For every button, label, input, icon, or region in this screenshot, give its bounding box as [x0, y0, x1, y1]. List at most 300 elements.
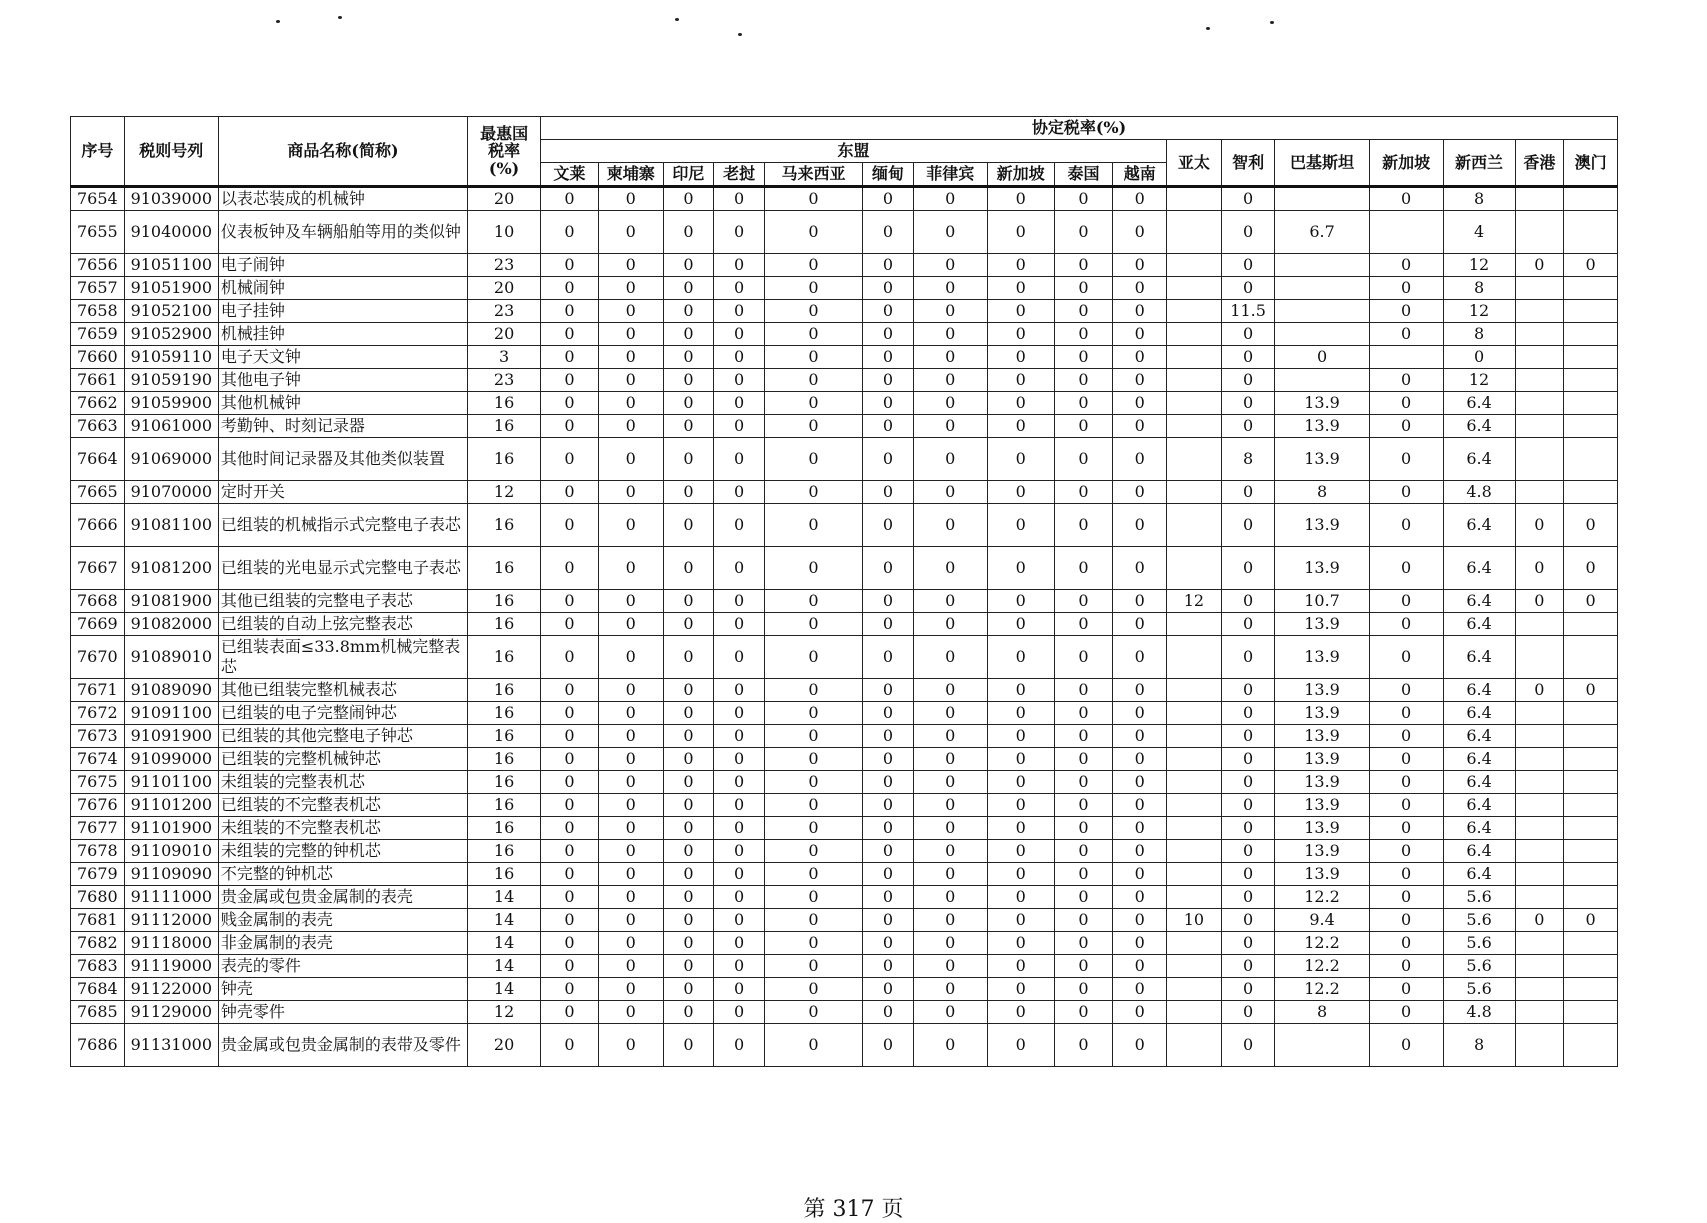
row-asean-rate: 0	[913, 323, 987, 346]
row-asean-rate: 0	[1113, 932, 1167, 955]
row-asean-rate: 0	[764, 817, 862, 840]
row-agreement-rate	[1564, 369, 1618, 392]
table-row	[71, 392, 1618, 415]
row-asean-rate: 0	[714, 840, 765, 863]
row-asean-rate: 0	[1054, 886, 1113, 909]
table-row	[71, 211, 1618, 254]
row-asean-rate: 0	[913, 1001, 987, 1024]
row-agreement-rate: 0	[1369, 392, 1443, 415]
row-asean-rate: 0	[663, 590, 714, 613]
row-asean-rate: 0	[764, 323, 862, 346]
row-mfn-rate: 12	[468, 481, 541, 504]
table-row	[71, 613, 1618, 636]
row-asean-rate: 0	[764, 794, 862, 817]
row-asean-rate: 0	[598, 1001, 663, 1024]
row-asean-rate: 0	[1054, 748, 1113, 771]
row-asean-rate: 0	[598, 702, 663, 725]
row-agreement-rate: 0	[1369, 909, 1443, 932]
row-agreement-rate: 13.9	[1275, 392, 1369, 415]
row-agreement-rate: 0	[1515, 679, 1564, 702]
row-agreement-rate: 5.6	[1443, 978, 1515, 1001]
table-row	[71, 346, 1618, 369]
row-mfn-rate: 16	[468, 817, 541, 840]
row-asean-rate: 0	[913, 863, 987, 886]
row-asean-rate: 0	[541, 187, 599, 211]
row-code: 91040000	[124, 211, 218, 254]
row-agreement-rate	[1515, 211, 1564, 254]
row-agreement-rate	[1167, 702, 1222, 725]
header-seq: 序号	[71, 117, 125, 187]
row-code: 91109090	[124, 863, 218, 886]
table-row	[71, 187, 1618, 211]
row-agreement-rate	[1167, 613, 1222, 636]
row-agreement-rate: 0	[1221, 613, 1275, 636]
table-row	[71, 438, 1618, 481]
row-asean-rate: 0	[1054, 438, 1113, 481]
row-asean-rate: 0	[913, 504, 987, 547]
row-asean-rate: 0	[764, 187, 862, 211]
row-agreement-rate: 8	[1443, 277, 1515, 300]
row-asean-rate: 0	[913, 300, 987, 323]
row-agreement-rate	[1564, 277, 1618, 300]
row-seq: 7683	[71, 955, 125, 978]
row-agreement-rate	[1167, 840, 1222, 863]
row-asean-rate: 0	[1113, 909, 1167, 932]
table-row	[71, 300, 1618, 323]
row-asean-rate: 0	[987, 254, 1054, 277]
row-asean-rate: 0	[863, 1024, 914, 1067]
row-asean-rate: 0	[714, 277, 765, 300]
row-asean-rate: 0	[987, 369, 1054, 392]
row-seq: 7676	[71, 794, 125, 817]
row-agreement-rate: 0	[1369, 590, 1443, 613]
row-asean-rate: 0	[863, 955, 914, 978]
row-agreement-rate	[1564, 817, 1618, 840]
row-seq: 7656	[71, 254, 125, 277]
row-asean-rate: 0	[764, 369, 862, 392]
row-asean-rate: 0	[1113, 794, 1167, 817]
row-asean-rate: 0	[541, 369, 599, 392]
row-asean-rate: 0	[598, 346, 663, 369]
row-asean-rate: 0	[863, 748, 914, 771]
row-mfn-rate: 14	[468, 909, 541, 932]
scan-speck	[1270, 21, 1274, 24]
table-row	[71, 1024, 1618, 1067]
row-agreement-rate	[1515, 955, 1564, 978]
row-agreement-rate: 0	[1369, 323, 1443, 346]
row-asean-rate: 0	[987, 909, 1054, 932]
row-mfn-rate: 16	[468, 613, 541, 636]
row-code: 91059190	[124, 369, 218, 392]
row-agreement-rate: 6.4	[1443, 863, 1515, 886]
row-agreement-rate	[1167, 771, 1222, 794]
row-agreement-rate	[1167, 636, 1222, 679]
row-agreement-rate: 0	[1369, 1024, 1443, 1067]
row-mfn-rate: 20	[468, 187, 541, 211]
row-asean-rate: 0	[1113, 346, 1167, 369]
row-asean-rate: 0	[1054, 300, 1113, 323]
row-agreement-rate: 0	[1221, 277, 1275, 300]
row-seq: 7680	[71, 886, 125, 909]
row-name: 贵金属或包贵金属制的表壳	[218, 886, 467, 909]
row-agreement-rate: 0	[1369, 300, 1443, 323]
row-agreement-rate: 0	[1369, 955, 1443, 978]
row-seq: 7664	[71, 438, 125, 481]
row-mfn-rate: 16	[468, 748, 541, 771]
row-agreement-rate: 4.8	[1443, 481, 1515, 504]
row-asean-rate: 0	[863, 636, 914, 679]
table-row	[71, 886, 1618, 909]
row-mfn-rate: 14	[468, 886, 541, 909]
row-code: 91051900	[124, 277, 218, 300]
row-asean-rate: 0	[714, 590, 765, 613]
row-agreement-rate: 6.4	[1443, 504, 1515, 547]
row-asean-rate: 0	[663, 978, 714, 1001]
row-agreement-rate: 0	[1275, 346, 1369, 369]
row-agreement-rate: 0	[1221, 590, 1275, 613]
row-asean-rate: 0	[1054, 369, 1113, 392]
row-asean-rate: 0	[1113, 254, 1167, 277]
row-seq: 7669	[71, 613, 125, 636]
row-asean-rate: 0	[714, 613, 765, 636]
row-agreement-rate	[1564, 840, 1618, 863]
row-agreement-rate	[1515, 1024, 1564, 1067]
row-asean-rate: 0	[663, 909, 714, 932]
row-asean-rate: 0	[541, 817, 599, 840]
row-asean-rate: 0	[541, 415, 599, 438]
row-name: 定时开关	[218, 481, 467, 504]
row-agreement-rate	[1564, 725, 1618, 748]
row-code: 91061000	[124, 415, 218, 438]
row-asean-rate: 0	[541, 504, 599, 547]
row-code: 91052900	[124, 323, 218, 346]
row-asean-rate: 0	[913, 346, 987, 369]
row-asean-rate: 0	[987, 211, 1054, 254]
row-mfn-rate: 20	[468, 277, 541, 300]
row-asean-rate: 0	[1113, 1024, 1167, 1067]
row-asean-rate: 0	[598, 323, 663, 346]
row-asean-rate: 0	[714, 817, 765, 840]
row-asean-rate: 0	[541, 300, 599, 323]
row-agreement-rate	[1167, 187, 1222, 211]
row-agreement-rate	[1275, 369, 1369, 392]
row-agreement-rate: 6.4	[1443, 679, 1515, 702]
row-code: 91069000	[124, 438, 218, 481]
row-asean-rate: 0	[1113, 300, 1167, 323]
row-code: 91099000	[124, 748, 218, 771]
row-asean-rate: 0	[764, 613, 862, 636]
row-asean-rate: 0	[987, 481, 1054, 504]
header-name: 商品名称(简称)	[218, 117, 467, 187]
row-agreement-rate	[1564, 1024, 1618, 1067]
row-asean-rate: 0	[598, 613, 663, 636]
row-agreement-rate: 0	[1369, 794, 1443, 817]
row-agreement-rate	[1515, 613, 1564, 636]
row-agreement-rate	[1515, 636, 1564, 679]
row-code: 91081200	[124, 547, 218, 590]
table-row	[71, 277, 1618, 300]
row-agreement-rate: 0	[1515, 547, 1564, 590]
row-agreement-rate: 4	[1443, 211, 1515, 254]
row-asean-rate: 0	[987, 636, 1054, 679]
row-code: 91101900	[124, 817, 218, 840]
row-asean-rate: 0	[598, 932, 663, 955]
row-agreement-rate: 0	[1564, 547, 1618, 590]
table-row	[71, 909, 1618, 932]
table-row	[71, 369, 1618, 392]
row-asean-rate: 0	[663, 323, 714, 346]
row-asean-rate: 0	[663, 863, 714, 886]
row-asean-rate: 0	[863, 346, 914, 369]
row-agreement-rate	[1167, 794, 1222, 817]
row-asean-rate: 0	[663, 211, 714, 254]
row-seq: 7654	[71, 187, 125, 211]
row-agreement-rate: 0	[1221, 636, 1275, 679]
row-name: 未组装的完整表机芯	[218, 771, 467, 794]
row-agreement-rate: 8	[1443, 187, 1515, 211]
row-asean-rate: 0	[764, 547, 862, 590]
row-asean-rate: 0	[1054, 1024, 1113, 1067]
row-asean-rate: 0	[1054, 254, 1113, 277]
row-asean-rate: 0	[987, 679, 1054, 702]
row-agreement-rate: 13.9	[1275, 679, 1369, 702]
row-asean-rate: 0	[714, 978, 765, 1001]
row-code: 91059900	[124, 392, 218, 415]
row-agreement-rate: 13.9	[1275, 794, 1369, 817]
row-asean-rate: 0	[987, 438, 1054, 481]
row-agreement-rate	[1564, 794, 1618, 817]
row-asean-rate: 0	[764, 932, 862, 955]
row-asean-rate: 0	[598, 481, 663, 504]
row-mfn-rate: 16	[468, 438, 541, 481]
row-asean-rate: 0	[764, 863, 862, 886]
row-asean-rate: 0	[913, 547, 987, 590]
row-asean-rate: 0	[598, 679, 663, 702]
row-asean-rate: 0	[764, 590, 862, 613]
row-asean-rate: 0	[1113, 211, 1167, 254]
row-agreement-rate: 0	[1221, 187, 1275, 211]
row-name: 其他电子钟	[218, 369, 467, 392]
header-asean: 东盟	[541, 140, 1167, 163]
row-agreement-rate: 0	[1221, 415, 1275, 438]
row-name: 其他机械钟	[218, 392, 467, 415]
row-asean-rate: 0	[663, 840, 714, 863]
row-code: 91101200	[124, 794, 218, 817]
row-asean-rate: 0	[714, 636, 765, 679]
row-asean-rate: 0	[764, 978, 862, 1001]
row-agreement-rate: 0	[1221, 481, 1275, 504]
row-agreement-rate	[1167, 886, 1222, 909]
row-asean-rate: 0	[913, 392, 987, 415]
row-agreement-rate	[1564, 702, 1618, 725]
row-agreement-rate	[1564, 300, 1618, 323]
row-asean-rate: 0	[714, 771, 765, 794]
row-asean-rate: 0	[598, 909, 663, 932]
row-agreement-rate: 0	[1221, 978, 1275, 1001]
row-asean-rate: 0	[598, 725, 663, 748]
row-asean-rate: 0	[1054, 323, 1113, 346]
row-asean-rate: 0	[1113, 547, 1167, 590]
table-row	[71, 794, 1618, 817]
table-row	[71, 481, 1618, 504]
row-agreement-rate: 0	[1221, 932, 1275, 955]
row-mfn-rate: 16	[468, 636, 541, 679]
row-agreement-rate: 0	[1515, 254, 1564, 277]
row-agreement-rate	[1275, 1024, 1369, 1067]
row-asean-rate: 0	[863, 590, 914, 613]
row-asean-rate: 0	[1054, 840, 1113, 863]
row-mfn-rate: 16	[468, 702, 541, 725]
row-agreement-rate	[1564, 863, 1618, 886]
row-asean-rate: 0	[987, 613, 1054, 636]
row-seq: 7686	[71, 1024, 125, 1067]
row-asean-rate: 0	[913, 771, 987, 794]
header-asean-member: 菲律宾	[913, 163, 987, 187]
row-asean-rate: 0	[663, 254, 714, 277]
table-row	[71, 932, 1618, 955]
table-row	[71, 547, 1618, 590]
row-asean-rate: 0	[663, 504, 714, 547]
row-asean-rate: 0	[598, 748, 663, 771]
table-row	[71, 702, 1618, 725]
row-agreement-rate	[1564, 886, 1618, 909]
row-asean-rate: 0	[541, 481, 599, 504]
row-agreement-rate: 0	[1369, 415, 1443, 438]
row-name: 钟壳	[218, 978, 467, 1001]
row-asean-rate: 0	[913, 978, 987, 1001]
row-agreement-rate: 6.4	[1443, 817, 1515, 840]
row-agreement-rate: 0	[1369, 840, 1443, 863]
row-asean-rate: 0	[598, 886, 663, 909]
row-agreement-rate: 0	[1369, 187, 1443, 211]
row-asean-rate: 0	[987, 748, 1054, 771]
row-name: 电子挂钟	[218, 300, 467, 323]
row-agreement-rate: 0	[1369, 817, 1443, 840]
row-code: 91109010	[124, 840, 218, 863]
row-agreement-rate: 0	[1369, 771, 1443, 794]
row-seq: 7663	[71, 415, 125, 438]
row-asean-rate: 0	[1113, 590, 1167, 613]
row-asean-rate: 0	[913, 254, 987, 277]
row-agreement-rate: 6.7	[1275, 211, 1369, 254]
row-name: 已组装表面≤33.8mm机械完整表芯	[218, 636, 467, 679]
row-agreement-rate: 0	[1369, 748, 1443, 771]
row-agreement-rate: 0	[1221, 702, 1275, 725]
row-agreement-rate: 0	[1221, 1001, 1275, 1024]
row-agreement-rate	[1515, 886, 1564, 909]
row-agreement-rate	[1167, 748, 1222, 771]
row-asean-rate: 0	[714, 909, 765, 932]
row-agreement-rate: 12	[1167, 590, 1222, 613]
row-asean-rate: 0	[714, 547, 765, 590]
row-asean-rate: 0	[1113, 817, 1167, 840]
row-asean-rate: 0	[987, 932, 1054, 955]
row-asean-rate: 0	[663, 346, 714, 369]
row-asean-rate: 0	[913, 415, 987, 438]
tariff-table	[70, 116, 1618, 1067]
row-agreement-rate: 0	[1369, 702, 1443, 725]
row-agreement-rate: 6.4	[1443, 547, 1515, 590]
row-asean-rate: 0	[863, 300, 914, 323]
row-asean-rate: 0	[663, 438, 714, 481]
row-asean-rate: 0	[1113, 1001, 1167, 1024]
row-agreement-rate: 9.4	[1275, 909, 1369, 932]
row-agreement-rate: 0	[1221, 547, 1275, 590]
row-seq: 7668	[71, 590, 125, 613]
row-asean-rate: 0	[714, 187, 765, 211]
row-asean-rate: 0	[913, 187, 987, 211]
row-asean-rate: 0	[1113, 481, 1167, 504]
row-asean-rate: 0	[764, 504, 862, 547]
row-asean-rate: 0	[987, 1001, 1054, 1024]
row-name: 贵金属或包贵金属制的表带及零件	[218, 1024, 467, 1067]
row-agreement-rate: 13.9	[1275, 415, 1369, 438]
row-asean-rate: 0	[863, 932, 914, 955]
row-agreement-rate: 13.9	[1275, 840, 1369, 863]
row-code: 91059110	[124, 346, 218, 369]
row-asean-rate: 0	[714, 323, 765, 346]
row-agreement-rate: 0	[1221, 504, 1275, 547]
row-agreement-rate: 0	[1369, 978, 1443, 1001]
row-agreement-rate	[1167, 481, 1222, 504]
row-asean-rate: 0	[1113, 415, 1167, 438]
table-row	[71, 725, 1618, 748]
row-asean-rate: 0	[863, 211, 914, 254]
row-agreement-rate: 5.6	[1443, 909, 1515, 932]
row-asean-rate: 0	[541, 679, 599, 702]
row-code: 91082000	[124, 613, 218, 636]
row-agreement-rate	[1167, 817, 1222, 840]
row-asean-rate: 0	[1054, 392, 1113, 415]
row-asean-rate: 0	[1054, 211, 1113, 254]
row-agreement-rate	[1564, 392, 1618, 415]
row-name: 以表芯装成的机械钟	[218, 187, 467, 211]
row-asean-rate: 0	[1054, 909, 1113, 932]
row-asean-rate: 0	[987, 863, 1054, 886]
row-asean-rate: 0	[541, 590, 599, 613]
row-asean-rate: 0	[598, 438, 663, 481]
row-code: 91119000	[124, 955, 218, 978]
row-asean-rate: 0	[863, 886, 914, 909]
row-asean-rate: 0	[1054, 932, 1113, 955]
row-mfn-rate: 16	[468, 840, 541, 863]
row-seq: 7677	[71, 817, 125, 840]
row-agreement-rate	[1564, 346, 1618, 369]
row-agreement-rate: 13.9	[1275, 748, 1369, 771]
row-asean-rate: 0	[598, 978, 663, 1001]
row-seq: 7678	[71, 840, 125, 863]
row-agreement-rate	[1515, 863, 1564, 886]
row-code: 91111000	[124, 886, 218, 909]
header-agreement: 香港	[1515, 140, 1564, 187]
row-asean-rate: 0	[863, 547, 914, 590]
row-asean-rate: 0	[764, 636, 862, 679]
row-asean-rate: 0	[1054, 613, 1113, 636]
row-seq: 7673	[71, 725, 125, 748]
row-code: 91129000	[124, 1001, 218, 1024]
row-agreement-rate: 0	[1221, 725, 1275, 748]
header-asean-member: 缅甸	[863, 163, 914, 187]
header-agreement: 智利	[1221, 140, 1275, 187]
row-asean-rate: 0	[764, 300, 862, 323]
row-code: 91118000	[124, 932, 218, 955]
row-asean-rate: 0	[663, 392, 714, 415]
row-asean-rate: 0	[863, 909, 914, 932]
row-asean-rate: 0	[714, 702, 765, 725]
row-code: 91089090	[124, 679, 218, 702]
row-asean-rate: 0	[764, 909, 862, 932]
row-agreement-rate	[1167, 254, 1222, 277]
